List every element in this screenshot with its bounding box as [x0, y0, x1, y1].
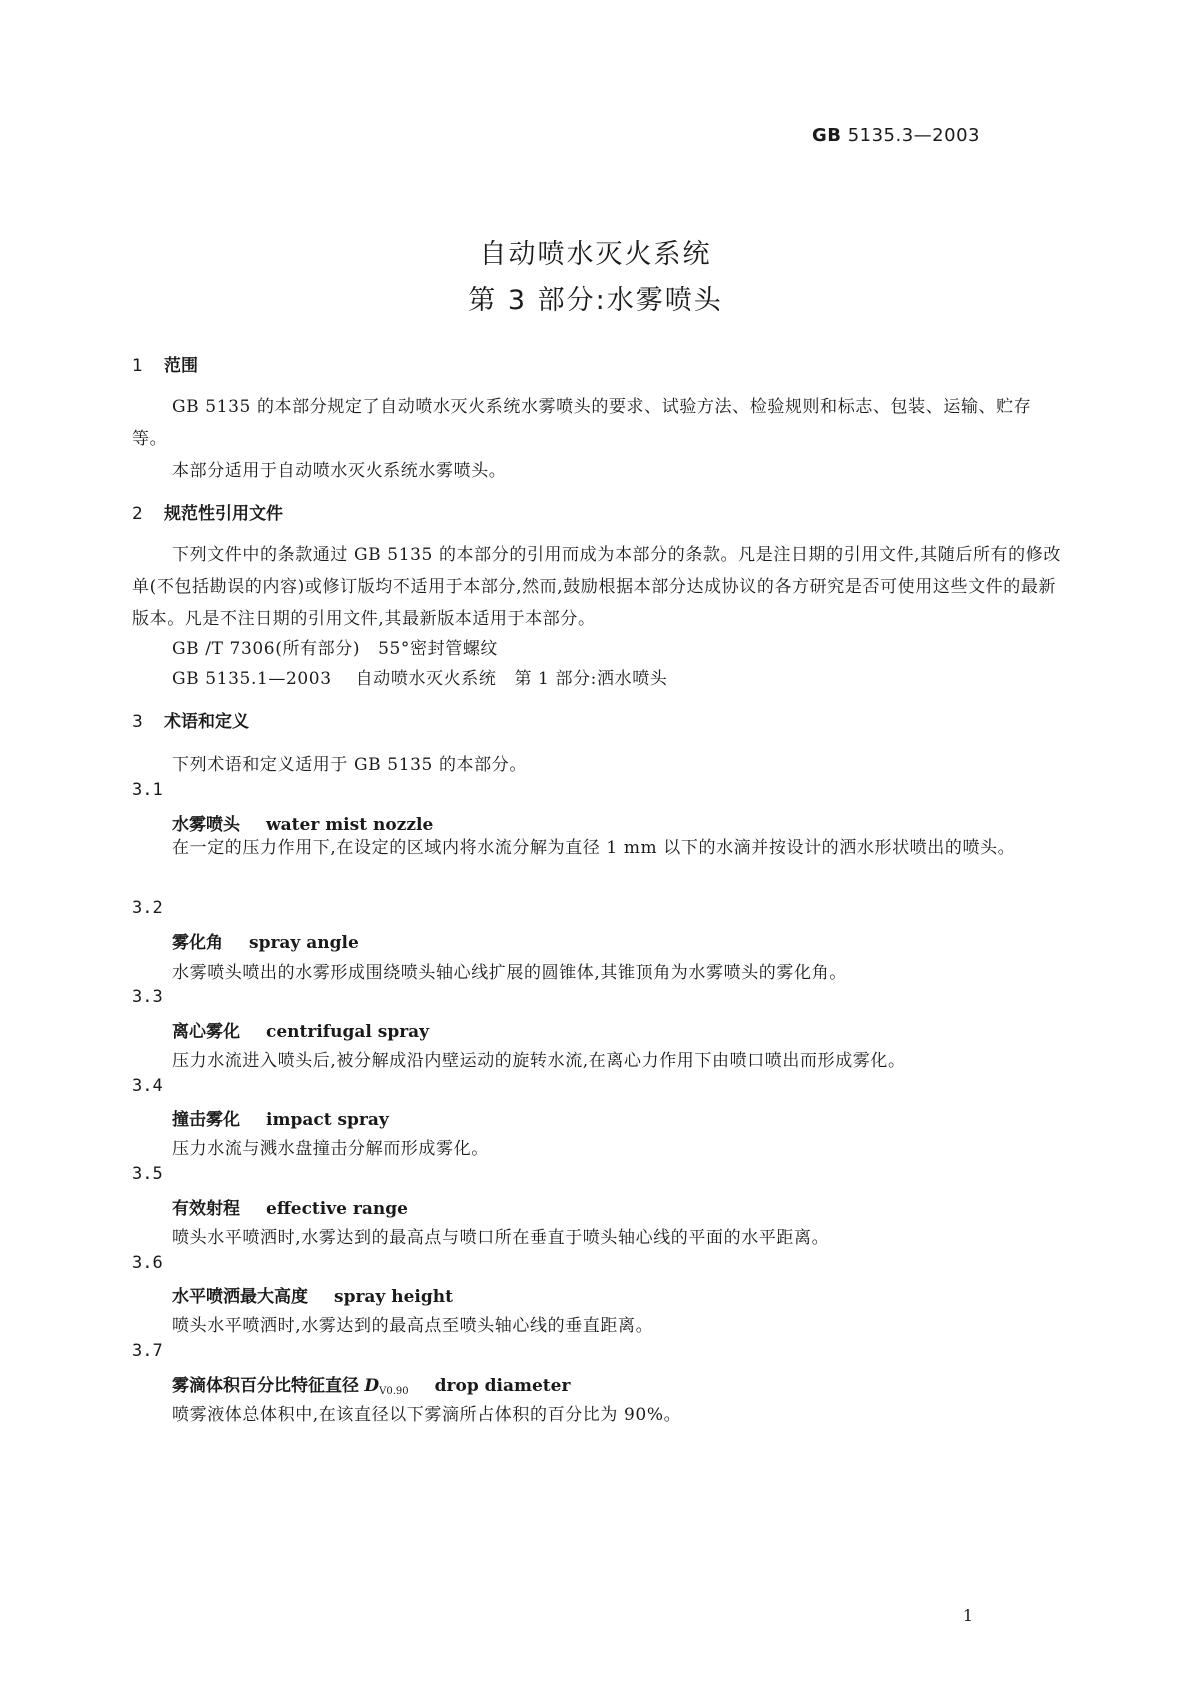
term-definition: 在一定的压力作用下,在设定的区域内将水流分解为直径 1 mm 以下的水滴并按设计的洒水形状喷出的喷头。	[172, 838, 1016, 858]
term-title: 水平喷洒最大高度 spray height	[172, 1287, 453, 1307]
term-number: 3.5	[132, 1164, 163, 1184]
document-subtitle: 第 3 部分:水雾喷头	[468, 285, 723, 316]
term-number: 3.1	[132, 780, 163, 800]
scope-paragraph: GB 5135 的本部分规定了自动喷水灭火系统水雾喷头的要求、试验方法、检验规则和标志、包装、运输、贮存等。	[132, 397, 1032, 449]
term-definition: 喷雾液体总体积中,在该直径以下雾滴所占体积的百分比为 90%。	[172, 1405, 682, 1425]
document-title: 自动喷水灭火系统	[479, 239, 712, 270]
standard-number: GB 5135.3—2003	[811, 125, 980, 146]
term-title: 离心雾化 centrifugal spray	[172, 1022, 430, 1042]
references-paragraph: 下列文件中的条款通过 GB 5135 的本部分的引用而成为本部分的条款。凡是注日期的引用文件,其随后所有的修改单(不包括勘误的内容)或修订版均不适用于本部分,然而,鼓励根据本部分达成协议的各方研究是否可使用这些文件的最新版本。凡是不注日期的引用文件,其最新版本适用于本部分。	[132, 545, 1061, 629]
page-number: 1	[962, 1606, 973, 1625]
term-definition: 压力水流与溅水盘撞击分解而形成雾化。	[172, 1139, 489, 1159]
term-definition: 压力水流进入喷头后,被分解成沿内壁运动的旋转水流,在离心力作用下由喷口喷出而形成雾化。	[172, 1051, 906, 1071]
scope-applicability: 本部分适用于自动喷水灭火系统水雾喷头。	[172, 461, 507, 481]
term-number: 3.3	[132, 987, 163, 1007]
term-title: 撞击雾化 impact spray	[172, 1110, 389, 1130]
section-heading-references: 2 规范性引用文件	[132, 504, 283, 524]
reference-item: GB /T 7306(所有部分) 55°密封管螺纹	[172, 639, 499, 659]
term-definition: 喷头水平喷洒时,水雾达到的最高点与喷口所在垂直于喷头轴心线的平面的水平距离。	[172, 1228, 830, 1248]
term-number: 3.2	[132, 898, 163, 918]
term-title: 雾化角 spray angle	[172, 933, 359, 953]
term-definition: 喷头水平喷洒时,水雾达到的最高点至喷头轴心线的垂直距离。	[172, 1316, 654, 1336]
terms-intro: 下列术语和定义适用于 GB 5135 的本部分。	[172, 755, 527, 775]
term-title: 雾滴体积百分比特征直径 $D_{V0.90}$ drop diameter	[172, 1376, 571, 1397]
term-definition: 水雾喷头喷出的水雾形成围绕喷头轴心线扩展的圆锥体,其锥顶角为水雾喷头的雾化角。	[172, 963, 847, 983]
term-number: 3.6	[132, 1253, 163, 1273]
section-heading-terms: 3 术语和定义	[132, 712, 249, 732]
term-title: 有效射程 effective range	[172, 1199, 408, 1219]
term-number: 3.4	[132, 1076, 163, 1096]
term-title: 水雾喷头 water mist nozzle	[172, 815, 434, 835]
reference-item: GB 5135.1—2003 自动喷水灭火系统 第 1 部分:洒水喷头	[172, 669, 668, 689]
section-heading-scope: 1 范围	[132, 356, 198, 376]
term-number: 3.7	[132, 1341, 163, 1361]
symbol: $D_{V0.90}$	[364, 1376, 409, 1397]
